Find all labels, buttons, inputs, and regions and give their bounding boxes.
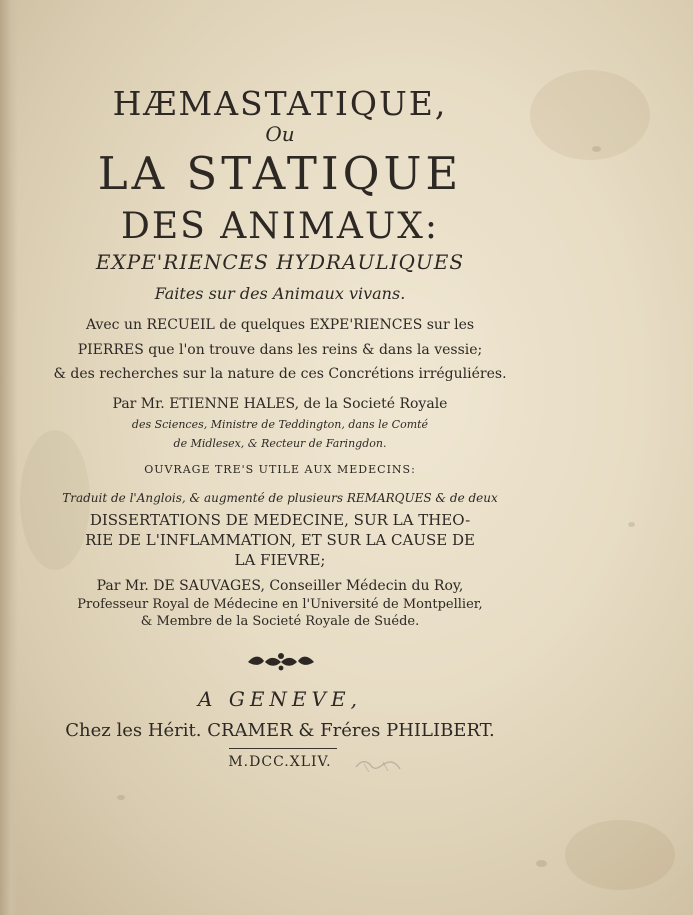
foxing-spot <box>592 146 601 152</box>
dissertation-title-line: LA FIEVRE; <box>234 551 326 569</box>
translator-affiliation-line: Professeur Royal de Médecine en l'Université de Montpellier, <box>77 597 483 612</box>
imprint-year: M.DCC.XLIV. <box>228 754 332 770</box>
author-line: Par Mr. ETIENNE HALES, de la Societé Royale <box>112 396 448 412</box>
title-subject: DES ANIMAUX: <box>121 206 439 247</box>
imprint-publisher: Chez les Hérit. CRAMER & Fréres PHILIBERT. <box>65 720 495 741</box>
pencil-annotation-icon <box>352 752 410 776</box>
translator-affiliation-line: & Membre de la Societé Royale de Suéde. <box>140 614 420 629</box>
dissertation-title-line: DISSERTATIONS DE MEDECINE, SUR LA THEO- <box>89 511 471 529</box>
imprint-place: A GENEVE, <box>198 687 362 711</box>
foxing-spot <box>628 522 635 527</box>
foxing-spot <box>117 795 125 800</box>
translator-line: Par Mr. DE SAUVAGES, Conseiller Médecin du Roy, <box>96 578 464 594</box>
imprint-rule <box>229 748 337 749</box>
subtitle: EXPE'RIENCES HYDRAULIQUES <box>95 250 465 274</box>
author-affiliation-line: des Sciences, Ministre de Teddington, dans le Comté <box>131 418 429 431</box>
dissertation-title-line: RIE DE L'INFLAMMATION, ET SUR LA CAUSE DE <box>85 531 475 549</box>
printer-ornament-icon <box>245 651 317 672</box>
subtitle-description: Faites sur des Animaux vivans. <box>154 284 406 303</box>
translation-note-line: Traduit de l'Anglois, & augmenté de plusieurs REMARQUES & de deux <box>62 491 498 505</box>
main-title: HÆMASTATIQUE, <box>112 84 448 123</box>
foxing-spot <box>536 860 547 867</box>
alternate-title: LA STATIQUE <box>97 147 463 200</box>
collection-description-line: Avec un RECUEIL de quelques EXPE'RIENCES sur les <box>85 317 475 333</box>
collection-description-line: & des recherches sur la nature de ces Concrétions irréguliéres. <box>53 366 507 382</box>
title-connector: Ou <box>265 122 295 146</box>
author-affiliation-line: de Midlesex, & Recteur de Faringdon. <box>173 437 387 450</box>
collection-description-line: PIERRES que l'on trouve dans les reins & dans la vessie; <box>77 342 483 358</box>
paper-stain <box>565 820 675 890</box>
work-purpose-line: OUVRAGE TRE'S UTILE AUX MEDECINS: <box>144 463 416 476</box>
